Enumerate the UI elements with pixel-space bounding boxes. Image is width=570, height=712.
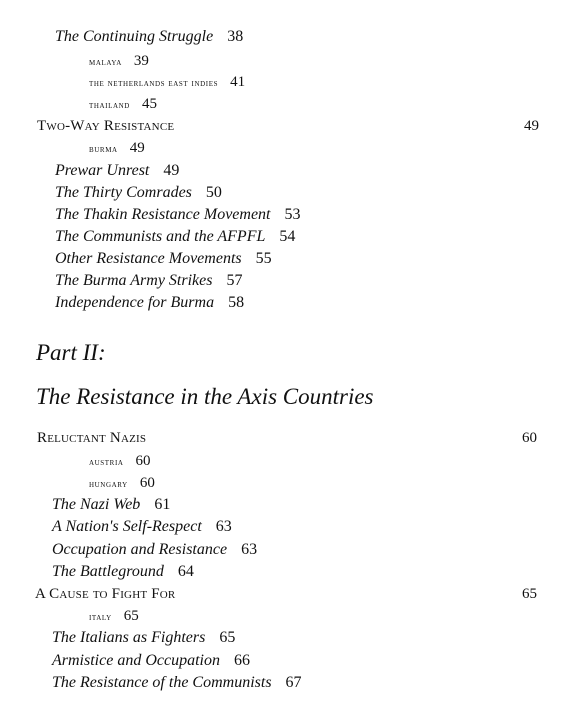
page-number: 50: [205, 184, 222, 201]
toc-entry: [52, 518, 232, 536]
entry-title: The Thakin Resistance Movement: [55, 206, 271, 223]
page-number: 63: [241, 541, 258, 558]
country-title: hungary: [89, 479, 128, 490]
toc-country: [89, 140, 145, 157]
page-number: 49: [163, 162, 180, 179]
toc-entry: [52, 629, 235, 647]
chapter-page-number: 65: [522, 586, 537, 602]
entry-title: Prewar Unrest: [55, 162, 150, 179]
page-number: 55: [255, 250, 272, 267]
page-number: 57: [226, 272, 243, 289]
toc-country: [89, 96, 157, 113]
page-number: 65: [123, 608, 139, 624]
page-number: 39: [133, 53, 149, 69]
page-number: 63: [215, 518, 232, 535]
chapter-title: Two-Way Resistance: [37, 118, 175, 134]
entry-title: The Resistance of the Communists: [52, 674, 272, 691]
toc-entry: [55, 228, 295, 246]
toc-country: [89, 475, 155, 492]
chapter-page-number: 60: [522, 430, 537, 446]
page-number: 67: [285, 674, 302, 691]
country-title: austria: [89, 457, 124, 468]
country-title: thailand: [89, 100, 130, 111]
page-number: 64: [177, 563, 194, 580]
entry-title: A Nation's Self-Respect: [52, 518, 202, 535]
entry-title: The Communists and the AFPFL: [55, 228, 266, 245]
toc-entry: [55, 206, 301, 224]
part-title: The Resistance in the Axis Countries: [36, 384, 374, 409]
toc-entry: [52, 652, 250, 670]
chapter-title: A Cause to Fight For: [35, 586, 176, 602]
page-number: 61: [154, 496, 171, 513]
toc-entry: [55, 272, 242, 290]
entry-title: Armistice and Occupation: [52, 652, 220, 669]
part-label: Part II:: [36, 340, 106, 365]
entry-title: Occupation and Resistance: [52, 541, 228, 558]
toc-entry: [55, 28, 243, 46]
country-title: the netherlands east indies: [89, 78, 219, 89]
toc-country: [89, 74, 245, 91]
toc-entry: [55, 162, 179, 180]
page-number: 45: [141, 96, 157, 112]
entry-title: The Italians as Fighters: [52, 629, 206, 646]
page-number: 53: [284, 206, 301, 223]
toc-entry: [55, 184, 222, 202]
entry-title: The Continuing Struggle: [55, 28, 214, 45]
chapter-title: Reluctant Nazis: [37, 430, 147, 446]
entry-title: The Nazi Web: [52, 496, 141, 513]
page-number: 60: [135, 453, 151, 469]
page-number: 66: [233, 652, 250, 669]
toc-chapter: [35, 586, 175, 603]
country-title: italy: [89, 612, 112, 623]
page-number: 58: [228, 294, 245, 311]
page-number: 60: [139, 475, 155, 491]
page-number: 38: [227, 28, 244, 45]
toc-entry: [55, 294, 244, 312]
page-number: 41: [230, 74, 246, 90]
chapter-page-number: 49: [524, 118, 539, 134]
page-number: 65: [219, 629, 236, 646]
toc-country: [89, 453, 151, 470]
toc-country: [89, 53, 149, 70]
toc-entry: [52, 541, 257, 559]
country-title: burma: [89, 144, 118, 155]
page-number: 54: [279, 228, 296, 245]
entry-title: Independence for Burma: [55, 294, 215, 311]
toc-entry: [52, 563, 194, 581]
entry-title: The Battleground: [52, 563, 164, 580]
toc-chapter: [37, 118, 174, 135]
toc-entry: [55, 250, 272, 268]
entry-title: The Thirty Comrades: [55, 184, 192, 201]
toc-entry: [52, 674, 302, 692]
entry-title: Other Resistance Movements: [55, 250, 242, 267]
toc-country: [89, 608, 139, 625]
page-number: 49: [129, 140, 145, 156]
entry-title: The Burma Army Strikes: [55, 272, 213, 289]
toc-chapter: [37, 430, 146, 447]
toc-entry: [52, 496, 170, 514]
country-title: malaya: [89, 57, 122, 68]
